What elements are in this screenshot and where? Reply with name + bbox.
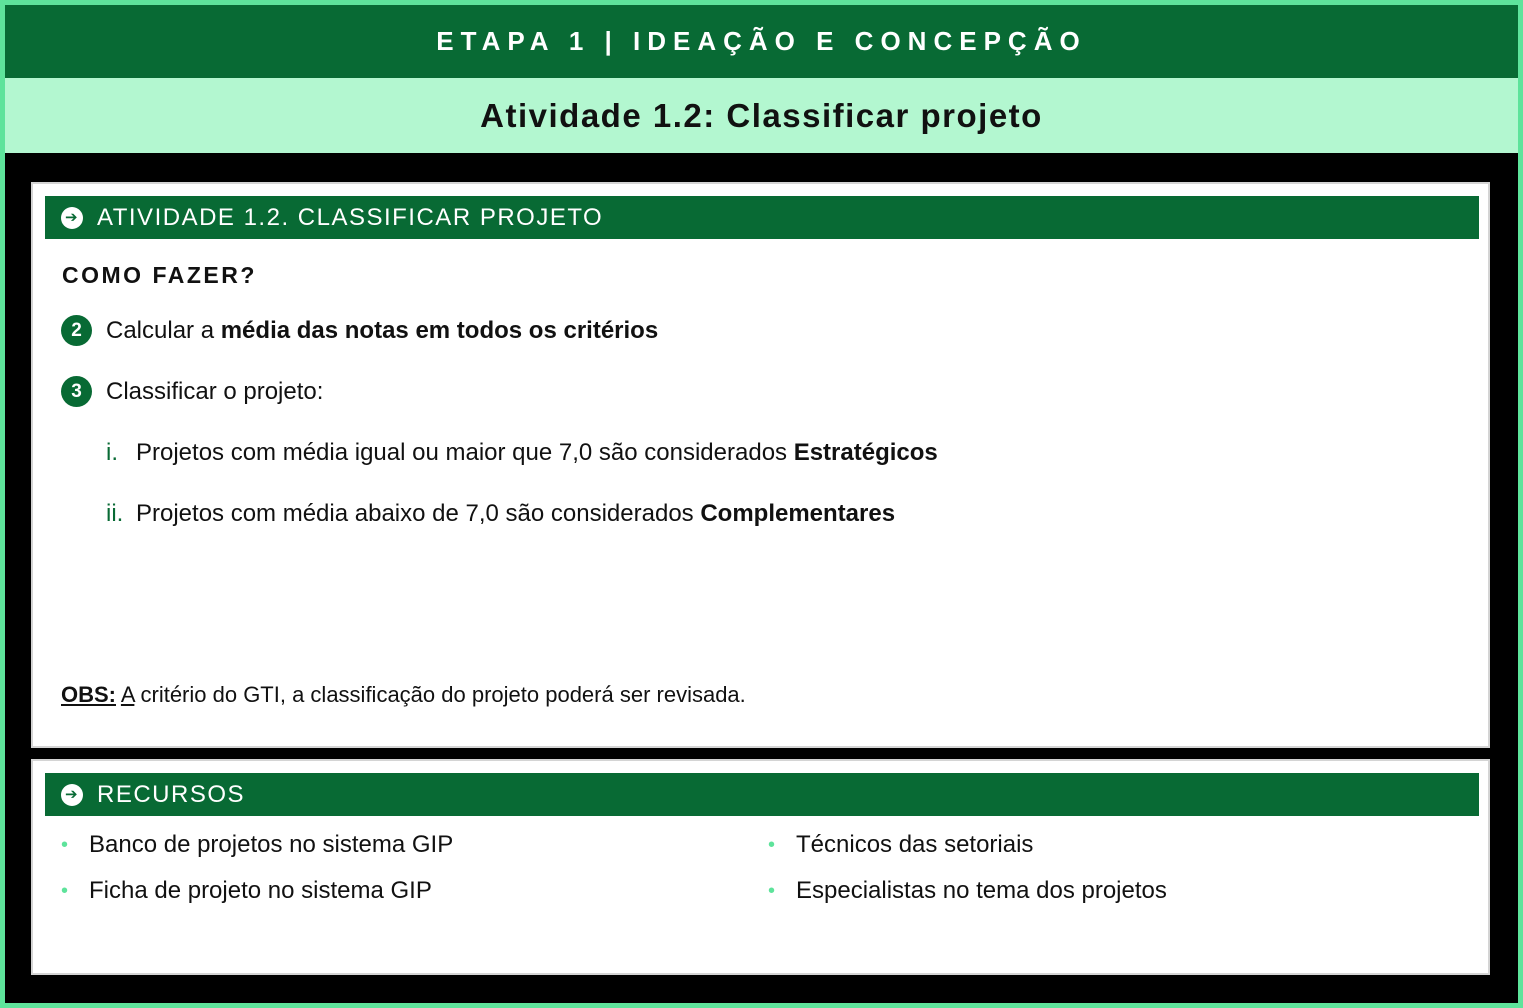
obs-a: A: [120, 682, 135, 707]
resource-text: Técnicos das setoriais: [796, 831, 1034, 858]
sub-item-text: [136, 439, 938, 467]
resource-text: Ficha de projeto no sistema GIP: [89, 877, 432, 904]
bullet-icon: •: [61, 833, 69, 856]
activity-panel-header: [45, 196, 1479, 239]
bullet-icon: •: [61, 879, 69, 902]
step-text: Classificar o projeto:: [106, 377, 324, 405]
sub-item-text-bold: Estratégicos: [793, 439, 938, 466]
resource-item: [768, 831, 1033, 859]
step-item: [61, 376, 323, 407]
stage-title-bar: [5, 5, 1518, 78]
resource-text: Banco de projetos no sistema GIP: [89, 831, 454, 858]
resources-panel-header-label: RECURSOS: [97, 780, 246, 808]
bullet-icon: •: [768, 833, 776, 856]
arrow-right-circle-icon: ➔: [61, 784, 83, 806]
resource-text: Especialistas no tema dos projetos: [796, 877, 1167, 904]
activity-panel-header-label: ATIVIDADE 1.2. CLASSIFICAR PROJETO: [97, 203, 604, 231]
bullet-icon: •: [768, 879, 776, 902]
step-text-normal: Calcular a: [106, 316, 221, 344]
resources-panel: [31, 759, 1490, 975]
resource-item: [768, 877, 1167, 905]
resource-item: [61, 831, 453, 859]
stage-title: ETAPA 1 | IDEAÇÃO E CONCEPÇÃO: [436, 26, 1087, 56]
how-to-title: COMO FAZER?: [62, 262, 257, 288]
step-number-badge: 3: [61, 376, 92, 407]
resources-panel-header: [45, 773, 1479, 816]
roman-marker: i.: [106, 439, 118, 466]
activity-title: Atividade 1.2: Classificar projeto: [480, 96, 1043, 134]
activity-title-bar: [5, 78, 1518, 153]
sub-item-text-normal: Projetos com média igual ou maior que 7,0 são considerados: [136, 439, 794, 466]
observation-note: [61, 682, 746, 708]
sub-item-text: [136, 500, 895, 528]
step-text: [106, 317, 658, 345]
arrow-right-circle-icon: ➔: [61, 207, 83, 229]
obs-text: critério do GTI, a classificação do projeto poderá ser revisada.: [134, 682, 746, 707]
activity-panel: [31, 182, 1490, 748]
obs-label: OBS:: [61, 682, 116, 707]
step-number-badge: 2: [61, 315, 92, 346]
step-item: [61, 315, 658, 346]
sub-item: [106, 439, 938, 467]
step-text-bold: média das notas em todos os critérios: [220, 316, 659, 344]
sub-item-text-normal: Projetos com média abaixo de 7,0 são considerados: [136, 500, 701, 527]
sub-item: [106, 500, 895, 528]
resource-item: [61, 877, 432, 905]
roman-marker: ii.: [106, 500, 124, 527]
sub-item-text-bold: Complementares: [700, 500, 896, 527]
